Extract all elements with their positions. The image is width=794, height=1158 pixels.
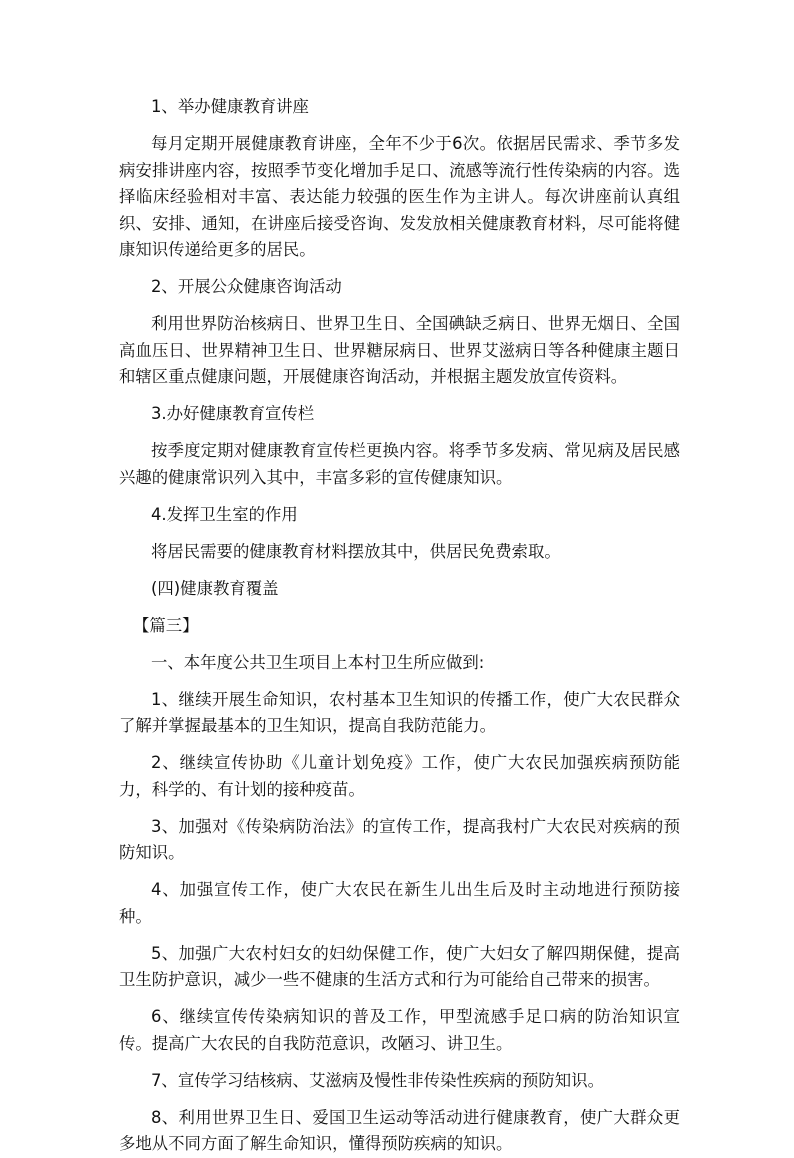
paragraph-clinic-role: 将居民需要的健康教育材料摆放其中，供居民免费索取。 <box>151 541 561 561</box>
paragraph-consultation: 利用世界防治核病日、世界卫生日、全国碘缺乏病日、世界无烟日、全国高血压日、世界精神卫生日、世界糖尿病日、世界艾滋病日等各种健康主题日和辖区重点健康问题，开展健康咨询活动，并根据主题发放宣传资料。 <box>119 314 680 386</box>
section-heading-coverage: (四)健康教育覆盖 <box>151 578 279 598</box>
list-item-4: 4、加强宣传工作，使广大农民在新生儿出生后及时主动地进行预防接种。 <box>119 880 680 926</box>
list-item-7: 7、宣传学习结核病、艾滋病及慢性非传染性疾病的预防知识。 <box>151 1070 604 1090</box>
list-item-6: 6、继续宣传传染病知识的普及工作，甲型流感手足口病的防治知识宣传。提高广大农民的自我防范意识，改陋习、讲卫生。 <box>119 1007 680 1053</box>
list-item-5: 5、加强广大农村妇女的妇幼保健工作，使广大妇女了解四期保健，提高卫生防护意识，减少一些不健康的生活方式和行为可能给自己带来的损害。 <box>119 943 680 989</box>
list-item-8: 8、利用世界卫生日、爱国卫生运动等活动进行健康教育，使广大群众更多地从不同方面了解生命知识，懂得预防疾病的知识。 <box>119 1107 680 1153</box>
part-three-title: 【篇三】 <box>133 615 199 635</box>
list-item-3: 3、加强对《传染病防治法》的宣传工作，提高我村广大农民对疾病的预防知识。 <box>119 816 680 862</box>
paragraph-bulletin-board: 按季度定期对健康教育宣传栏更换内容。将季节多发病、常见病及居民感兴趣的健康常识列入其中，丰富多彩的宣传健康知识。 <box>119 441 680 487</box>
document-body <box>119 94 680 1158</box>
section-heading-bulletin-board: 3.办好健康教育宣传栏 <box>151 404 315 423</box>
section-heading-clinic-role: 4.发挥卫生室的作用 <box>151 504 298 524</box>
section-heading-lectures: 1、举办健康教育讲座 <box>151 97 309 116</box>
section-heading-annual-tasks: 一、本年度公共卫生项目上本村卫生所应做到: <box>151 652 485 672</box>
list-item-2: 2、继续宣传协助《儿童计划免疫》工作，使广大农民加强疾病预防能力，科学的、有计划的接种疫苗。 <box>119 753 680 799</box>
paragraph-lectures: 每月定期开展健康教育讲座，全年不少于6次。依据居民需求、季节多发病安排讲座内容，按照季节变化增加手足口、流感等流行性传染病的内容。选择临床经验相对丰富、表达能力较强的医生作为主讲人。每次讲座前认真组织、安排、通知，在讲座后接受咨询、发发放相关健康教育材料，尽可能将健康知识传递给更多的居民。 <box>119 134 680 259</box>
list-item-1: 1、继续开展生命知识，农村基本卫生知识的传播工作，使广大农民群众了解并掌握最基本的卫生知识，提高自我防范能力。 <box>119 689 680 735</box>
section-heading-consultation: 2、开展公众健康咨询活动 <box>151 277 342 296</box>
